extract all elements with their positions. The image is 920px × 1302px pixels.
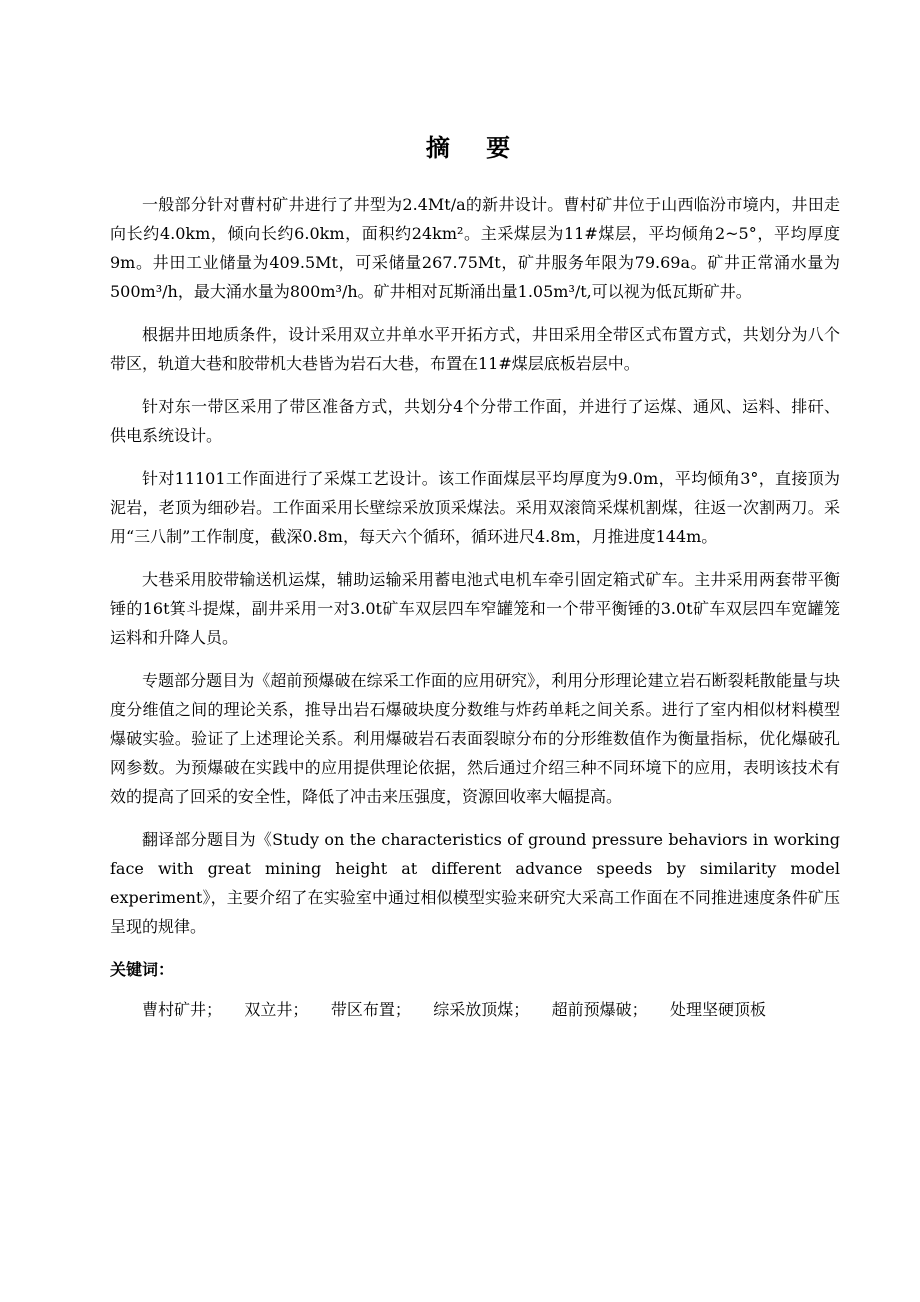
keyword-item: 综采放顶煤； <box>433 1000 530 1019</box>
page-title: 摘 要 <box>425 133 525 162</box>
keyword-item: 带区布置； <box>330 1000 411 1019</box>
keyword-item: 处理坚硬顶板 <box>670 1000 767 1019</box>
document-page <box>110 130 840 1025</box>
keywords-label: 关键词： <box>110 960 175 979</box>
abstract-paragraph-3: 针对东一带区采用了带区准备方式，共划分4个分带工作面，并进行了运煤、通风、运料、排矸、供电系统设计。 <box>110 397 840 445</box>
abstract-paragraph-5: 大巷采用胶带输送机运煤，辅助运输采用蓄电池式电机车牵引固定箱式矿车。主井采用两套带平衡锤的16t箕斗提煤，副井采用一对3.0t矿车双层四车窄罐笼和一个带平衡锤的3.0t矿车双层四车宽罐笼运料和升降人员。 <box>110 570 840 647</box>
abstract-paragraph-7: 翻译部分题目为《Study on the characteristics of ground pressure behaviors in working face with great mining height at different advance speeds by similarity model experiment》，主要介绍了在实验室中通过相似模型实验来研究大采高工作面在不同推进速度条件矿压呈现的规律。 <box>110 830 840 936</box>
keywords-list <box>110 995 840 1025</box>
keyword-item: 超前预爆破； <box>551 1000 648 1019</box>
keyword-item: 曹村矿井； <box>142 1000 223 1019</box>
abstract-paragraph-6: 专题部分题目为《超前预爆破在综采工作面的应用研究》，利用分形理论建立岩石断裂耗散能量与块度分维值之间的理论关系，推导出岩石爆破块度分数维与炸药单耗之间关系。进行了室内相似材料模型爆破实验。验证了上述理论关系。利用爆破岩石表面裂晾分布的分形维数值作为衡量指标，优化爆破孔网参数。为预爆破在实践中的应用提供理论依据，然后通过介绍三种不同环境下的应用，表明该技术有效的提高了回采的安全性，降低了冲击来压强度，资源回收率大幅提高。 <box>110 671 840 806</box>
abstract-paragraph-4: 针对11101工作面进行了采煤工艺设计。该工作面煤层平均厚度为9.0m，平均倾角3°，直接顶为泥岩，老顶为细砂岩。工作面采用长壁综采放顶采煤法。采用双滚筒采煤机割煤，往返一次割两刀。采用“三八制”工作制度，截深0.8m，每天六个循环，循环进尺4.8m，月推进度144m。 <box>110 469 840 546</box>
keyword-item: 双立井； <box>244 1000 309 1019</box>
abstract-paragraph-2: 根据井田地质条件，设计采用双立井单水平开拓方式，井田采用全带区式布置方式，共划分为八个带区，轨道大巷和胶带机大巷皆为岩石大巷，布置在11#煤层底板岩层中。 <box>110 325 840 373</box>
abstract-paragraph-1: 一般部分针对曹村矿井进行了井型为2.4Mt/a的新井设计。曹村矿井位于山西临汾市境内，井田走向长约4.0km，倾向长约6.0km，面积约24km²。主采煤层为11#煤层，平均倾角2~5°，平均厚度9m。井田工业储量为409.5Mt，可采储量267.75Mt，矿井服务年限为79.69a。矿井正常涌水量为500m³/h，最大涌水量为800m³/h。矿井相对瓦斯涌出量1.05m³/t,可以视为低瓦斯矿井。 <box>110 195 840 301</box>
